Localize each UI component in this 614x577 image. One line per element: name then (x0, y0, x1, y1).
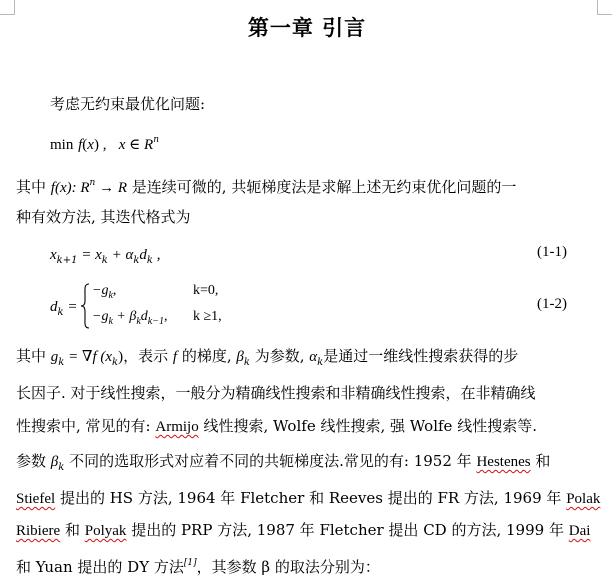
para1-line2: 种有效方法, 其迭代格式为 (16, 208, 191, 226)
equation-number-1-2: (1-2) (537, 296, 567, 312)
para2-line3: 性搜索中, 常见的有: Armijo 线性搜索, Wolfe 线性搜索, 强 Wolfe 线性搜索等. (16, 417, 537, 435)
intro-line: 考虑无约束最优化问题: (50, 95, 206, 113)
para2-line7-cut: 和 Yuan 提出的 DY 方法[1]，其参数 β 的取法分别为： (16, 558, 380, 576)
case-2-condition: k ≥1, (193, 309, 222, 324)
equation-number-1-1: (1-1) (537, 244, 567, 260)
para2-line6: Ribiere 和 Polyak 提出的 PRP 方法, 1987 年 Fletcher 提出 CD 的方法, 1999 年 Dai (16, 521, 591, 539)
case-2: $-g_k + \beta_kd_{k-1}$, (92, 309, 168, 327)
spellcheck-word-stiefel: Stiefel (16, 491, 56, 507)
spellcheck-word-dai: Dai (568, 523, 591, 539)
equation-1-1: $x_{k+1} = x_k + \alpha_kd_k$ , (50, 247, 161, 266)
para2-line5: Stiefel 提出的 HS 方法, 1964 年 Fletcher 和 Reeves 提出的 FR 方法, 1969 年 Polak (16, 489, 601, 507)
chapter-title: 第一章 引言 (247, 16, 367, 40)
problem-domain: x ∈ R (118, 137, 154, 153)
spellcheck-word-ribiere: Ribiere (16, 523, 61, 539)
equation-1-2-lhs: $d_k$ = (50, 299, 78, 318)
para2-line1: 其中 $g_k = \nabla f$ $(x_k)$，表示 f 的梯度, $\beta_k$ 为参数, $\alpha_k$是通过一维线性搜索获得的步 (16, 347, 519, 368)
cases-brace (80, 283, 90, 329)
case-1: $-g_k$, (92, 283, 117, 301)
spellcheck-word-polak: Polak (566, 491, 601, 507)
para2-line4: 参数 $\beta_k$ 不同的选取形式对应着不同的共轭梯度法.常见的有: 1952 年 Hestenes 和 (16, 452, 551, 473)
spellcheck-word-polyak: Polyak (84, 523, 127, 539)
spellcheck-word-hestenes: Hestenes (476, 454, 531, 470)
problem-formula: min f(x) , x ∈ $R^n$ (50, 135, 159, 153)
spellcheck-word-armijo: Armijo (155, 419, 199, 435)
para1-line1: 其中 f(x): $R^n \to R$ 是连续可微的, 共轭梯度法是求解上述无约束优化问题的一 (16, 178, 517, 196)
case-1-condition: k=0, (193, 283, 219, 298)
para2-line2: 长因子. 对于线性搜索，一般分为精确线性搜索和非精确线性搜索，在非精确线 (16, 384, 536, 402)
